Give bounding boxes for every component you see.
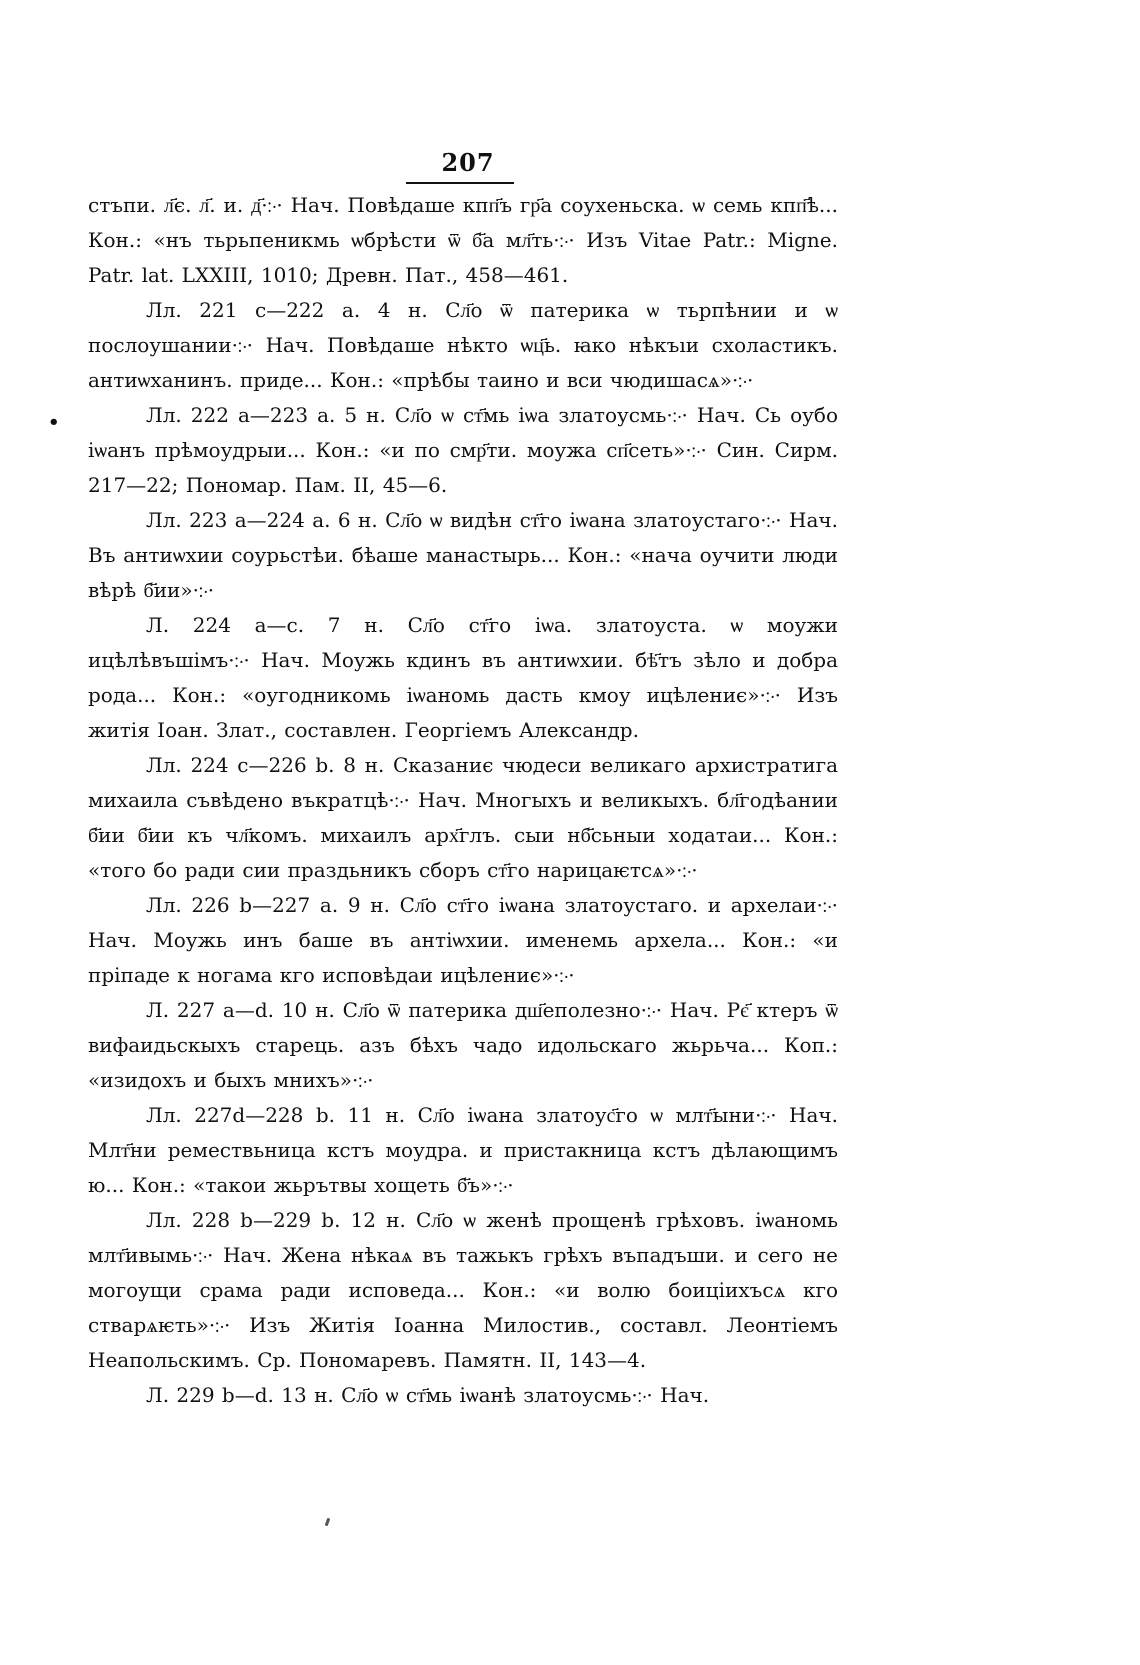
entry-9: Лл. 226 b—227 а. 9 н. Сл҃о ст҃го іѡана златоустаго. и архелаи·჻· Нач. Моужь инъ бaше въ антіѡхии. именемь архела... Кон.: «и пріпаде к ногама кго исповѣдаи ицѣлениє»·჻·: [88, 893, 838, 987]
body-text: [88, 188, 838, 1413]
entry-12: Лл. 228 b—229 b. 12 н. Сл҃о ѡ женѣ прощенѣ грѣховъ. іѡаномь млт҃ивымь·჻· Нач. Жена нѣкаѧ въ тажькъ грѣхъ въпадъши. и сего не могоущи срама ради исповеда... Кон.: «и волю боиціихъсѧ кго стварѧѥть»·჻· Изъ Житія Іоанна Милостив., составл. Леонтіемъ Неапольскимъ. Ср. Пономаревъ. Памятн. II, 143—4.: [88, 1208, 838, 1372]
entry-6: Лл. 223 а—224 а. 6 н. Сл҃о ѡ видѣн ст҃го іѡана златоустаго·჻· Нач. Въ антиѡхии соурьстѣи. бѣаше манастырь... Кон.: «нача оучити люди вѣрѣ б҃ии»·჻·: [88, 508, 838, 602]
entry-continuation: стъпи. л҃є. л҃. и. д҃·჻· Нач. Повѣдаше кпп҃ъ гр҃а соухеньска. ѡ семь кпп҃ѣ... Кон.: «нъ тьрьпеникмь ѡбрѣсти ѿ б҃а мл҃ть·჻· Изъ Vitae Patr.: Migne. Patr. lat. LXXIII, 1010; Древн. Пат., 458—461.: [88, 193, 838, 287]
entry-7: Л. 224 а—с. 7 н. Сл҃о ст҃го іѡа. златоуста. ѡ моужи ицѣлѣвъшімъ·჻· Нач. Моужь кдинъ въ антиѡхии. бѣ҃тъ зѣло и добра рода... Кон.: «оугодникомь іѡаномь дасть кмоу ицѣлениє»·჻· Изъ житія Іоан. Злат., составлен. Георгіемъ Александр.: [88, 613, 838, 742]
entry-11: Лл. 227d—228 b. 11 н. Сл҃о іѡана златоус҃го ѡ млт҃ыни·჻· Нач. Млт҃ни ремествьница кстъ моудра. и пристакница кстъ дѣлающимъ ю... Кон.: «такои жьрътвы хощеть б҃ъ»·჻·: [88, 1103, 839, 1197]
document-page: [88, 0, 838, 1665]
page-number: 207: [441, 148, 495, 177]
entry-4: Лл. 221 с—222 а. 4 н. Сл҃о ѿ патерика ѡ тьрпѣнии и ѡ послоушании·჻· Нач. Повѣдаше нѣкто ѡц҃ь. ꙗко нѣкъıи схоластикъ. антиѡханинъ. приде... Кон.: «прѣбы таино и вси чюдишасѧ»·჻·: [88, 298, 838, 392]
entry-8: Лл. 224 с—226 b. 8 н. Сказаниє чюдеси великаго архистратига михаила съвѣдено въкратцѣ·჻· Нач. Многыхъ и великыхъ. бл҃годѣании б҃ии б҃ии къ чл҃комъ. михаилъ арх҃глъ. сыи нб҃сьныи ходатаи... Кон.: «того бо ради сии праздьникъ сборъ ст҃го нарицаѥтсѧ»·჻·: [88, 753, 838, 882]
entry-5: Лл. 222 а—223 а. 5 н. Сл҃о ѡ ст҃мь іѡа златоусмь·჻· Нач. Сь оубо іѡанъ прѣмоудрыи... Кон.: «и по смр҃ти. моужа сп҃сеть»·჻· Син. Сирм. 217—22; Пономар. Пам. II, 45—6.: [88, 403, 838, 497]
entry-13: Л. 229 b—d. 13 н. Сл҃о ѡ ст҃мь іѡанѣ златоусмь·჻· Нач.: [146, 1383, 710, 1407]
margin-mark: •: [48, 412, 60, 433]
entry-10: Л. 227 а—d. 10 н. Сл҃о ѿ патерика дш҃еполезно·჻· Нач. Рє҃ ктеръ ѿ вифаидьскыхъ старець. азъ бѣхъ чадо идольскаго жьрьча... Коп.: «изидохъ и быхъ мнихъ»·჻·: [88, 998, 838, 1092]
page-number-rule: [406, 182, 514, 184]
